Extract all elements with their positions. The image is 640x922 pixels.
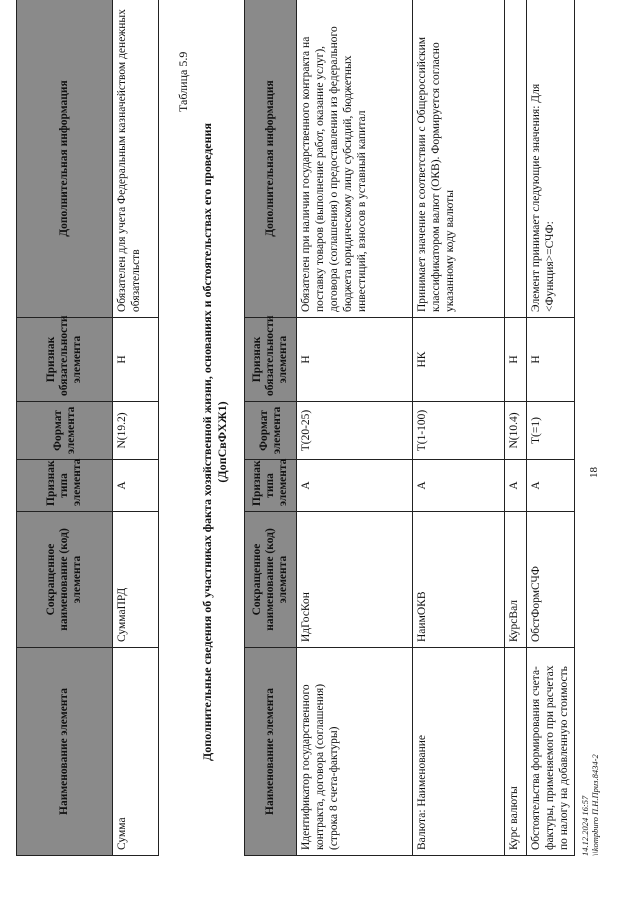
cell-name: Идентификатор государственного контракта, договора (соглашения) (строка 8 счета-фактуры)	[297, 648, 413, 856]
cell-type: А	[113, 460, 159, 512]
cell-type: А	[527, 460, 575, 512]
cell-code: ИдГосКон	[297, 512, 413, 648]
table-title: Дополнительные сведения об участниках факта хозяйственной жизни, основаниях и обстоятельствах его проведения (ДопСвФХЖ1)	[200, 123, 229, 761]
table-row	[113, 0, 159, 856]
table-5-9	[244, 0, 575, 856]
cell-code: КурсВал	[505, 512, 527, 648]
cell-info: Обязателен при наличии государственного контракта на поставку товаров (выполнение работ, оказание услуг), договора (соглашения) о предоставлении из федерального бюджета юридическому лицу субсидий, бюджетных инвестиций, взносов в уставный капитал	[297, 0, 413, 318]
cell-required: Н	[505, 318, 527, 402]
col-header-info: Дополнительная информация	[245, 0, 297, 318]
table-row	[413, 0, 505, 856]
col-header-type: Признак типа элемента	[245, 460, 297, 512]
col-header-name: Наименование элемента	[245, 648, 297, 856]
table-row	[527, 0, 575, 856]
table-continuation	[16, 0, 159, 856]
cell-type: А	[505, 460, 527, 512]
table-caption: Таблица 5.9	[176, 51, 190, 112]
cell-name: Курс валюты	[505, 648, 527, 856]
col-header-name: Наименование элемента	[17, 648, 113, 856]
col-header-required: Признак обязательности элемента	[245, 318, 297, 402]
cell-info: Принимает значение в соответствии с Общероссийским классификатором валют (ОКВ). Формируется согласно указанному коду валюты	[413, 0, 505, 318]
cell-name: Сумма	[113, 648, 159, 856]
col-header-type: Признак типа элемента	[17, 460, 113, 512]
cell-name: Обстоятельства формирования счета-фактуры, применяемого при расчетах по налогу на добавленную стоимость	[527, 648, 575, 856]
footer-stamp	[580, 754, 600, 856]
col-header-format: Формат элемента	[17, 402, 113, 460]
page-number: 18	[588, 467, 600, 478]
col-header-format: Формат элемента	[245, 402, 297, 460]
col-header-required: Признак обязательности элемента	[17, 318, 113, 402]
table-header-row	[17, 0, 113, 856]
cell-info: Элемент принимает следующие значения: Для <Функция>=СЧФ:	[527, 0, 575, 318]
cell-format: T(1-100)	[413, 402, 505, 460]
col-header-code: Сокращенное наименование (код) элемента	[245, 512, 297, 648]
cell-name: Валюта: Наименование	[413, 648, 505, 856]
cell-required: Н	[297, 318, 413, 402]
cell-code: СуммаПРД	[113, 512, 159, 648]
footer-path: \\kompburo П.Н.Приз.8434-2	[590, 754, 600, 856]
cell-format: N(19.2)	[113, 402, 159, 460]
cell-required: Н	[113, 318, 159, 402]
cell-type: А	[413, 460, 505, 512]
cell-info: Обязателен для учета Федеральным казначейством денежных обязательств	[113, 0, 159, 318]
cell-required: НК	[413, 318, 505, 402]
col-header-info: Дополнительная информация	[17, 0, 113, 318]
cell-format: T(20-25)	[297, 402, 413, 460]
cell-required: Н	[527, 318, 575, 402]
footer-date: 14.12.2024 16:57	[580, 795, 590, 856]
cell-type: А	[297, 460, 413, 512]
cell-format: N(10.4)	[505, 402, 527, 460]
cell-format: T(=1)	[527, 402, 575, 460]
cell-info	[505, 0, 527, 318]
table-row	[505, 0, 527, 856]
table-row	[297, 0, 413, 856]
col-header-code: Сокращенное наименование (код) элемента	[17, 512, 113, 648]
table-header-row	[245, 0, 297, 856]
cell-code: НаимОКВ	[413, 512, 505, 648]
cell-code: ОбстФормСЧФ	[527, 512, 575, 648]
